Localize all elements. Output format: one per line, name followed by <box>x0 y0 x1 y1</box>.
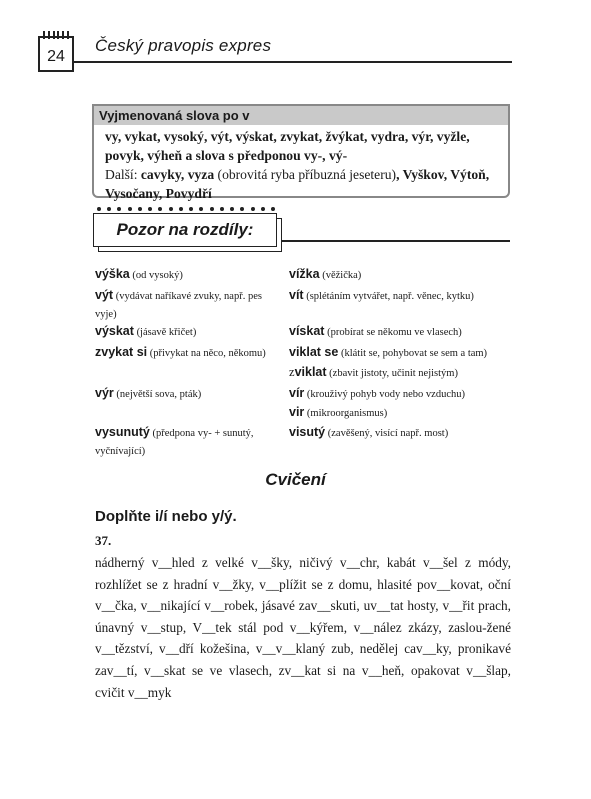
dalsi-label: Další: <box>105 167 141 182</box>
pair-word: viklat <box>294 365 327 379</box>
pair-right-7 <box>289 404 511 422</box>
pozor-banner <box>93 213 277 247</box>
pair-word: výška <box>95 267 130 281</box>
pair-desc: (od vysoký) <box>129 270 183 281</box>
pair-right-2 <box>289 287 511 305</box>
exercise-text: nádherný v__hled z velké v__šky, ničivý v__chr, kabát v__šel z módy, rozhlížet se z hradní v__žky, v__plížit se z domu, hlasité pov__kovat, oční v__čka, v__nikající v__robek, jásavé zav__skuti, uv__tat hosty, v__řit prach, únavný v__stup, V__tek stál pod v__kýřem, v__nález zkázy, zaslou-žené v__tězství, v__dří kožešina, v__v__klaný zub, nedělej cav__ky, pronikavé zav__tí, v__skat se ve vlasech, zv__kat si na v__heň, opakovat v__šlap, cvičit v__myk <box>95 555 511 700</box>
pair-word: výr <box>95 386 114 400</box>
section-title: Cvičení <box>265 470 326 489</box>
pair-right-5 <box>289 364 511 382</box>
pair-desc: (probírat se někomu ve vlasech) <box>324 327 462 338</box>
pair-desc: (přivykat na něco, někomu) <box>147 348 266 359</box>
pair-word: visutý <box>289 425 326 439</box>
pair-desc: (krouživý pohyb vody nebo vzduchu) <box>304 389 465 400</box>
spiral-rings-icon <box>43 31 69 39</box>
pair-word: výskat <box>95 324 134 338</box>
dalsi-words-2: , Vyškov, Výtoň, Vysočany, Povydří <box>105 167 490 201</box>
pair-word: vít <box>289 288 304 302</box>
pair-right-6 <box>289 385 511 403</box>
pair-desc: (největší sova, pták) <box>113 389 202 400</box>
pair-word: zvykat si <box>95 345 148 359</box>
pair-right-4 <box>289 344 511 362</box>
task-title: Doplňte i/í nebo y/ý. <box>95 508 237 525</box>
pair-word: vížka <box>289 267 320 281</box>
notepad-holes-icon <box>97 207 275 215</box>
pair-desc: (předpona vy- + sunutý, vyčnívající) <box>95 428 254 457</box>
pair-desc: (vydávat naříkavé zvuky, např. pes vyje) <box>95 291 262 320</box>
pair-right-1 <box>289 266 511 284</box>
pozor-title: Pozor na rozdíly: <box>116 220 254 239</box>
dalsi-words-1: cavyky, vyza <box>140 167 215 182</box>
vyjmenovana-words: vy, vykat, vysoký, výt, výskat, zvykat, žvýkat, vydra, výr, vyžle, povyk, výheň a slova s předponou vy-, vý- <box>105 129 470 163</box>
pair-right-3 <box>289 323 511 341</box>
pair-word: vir <box>289 405 305 419</box>
pair-desc: (klátit se, pohybovat se sem a tam) <box>338 348 488 359</box>
pair-word: viklat se <box>289 345 339 359</box>
vyjmenovana-body <box>94 125 508 203</box>
dalsi-note: (obrovitá ryba příbuzná jeseteru) <box>214 167 397 182</box>
pair-right-8 <box>289 424 511 442</box>
pair-word: výt <box>95 288 114 302</box>
pair-left-5 <box>95 385 275 403</box>
pair-desc: (zbavit jistoty, učinit nejistým) <box>326 368 458 379</box>
pair-left-6 <box>95 424 275 460</box>
pair-left-3 <box>95 323 275 341</box>
pair-desc: (zavěšený, visící např. most) <box>325 428 449 439</box>
pair-desc: (splétáním vytvářet, např. věnec, kytku) <box>303 291 474 302</box>
pair-desc: (mikroorganismus) <box>304 408 388 419</box>
pair-left-2 <box>95 287 275 323</box>
pair-word: vískat <box>289 324 325 338</box>
page-number-box <box>38 36 74 72</box>
page-number: 24 <box>47 48 65 65</box>
exercise-number: 37. <box>95 533 112 548</box>
pair-desc: (jásavě křičet) <box>133 327 197 338</box>
pair-desc: (věžička) <box>319 270 362 281</box>
running-header-title: Český pravopis expres <box>95 36 272 55</box>
header-rule <box>74 61 512 63</box>
pozor-rule <box>282 240 510 242</box>
pair-left-4 <box>95 344 280 362</box>
pair-left-1 <box>95 266 275 284</box>
vyjmenovana-heading: Vyjmenovaná slova po v <box>94 106 508 125</box>
vyjmenovana-slova-box <box>92 104 510 201</box>
pair-word: vysunutý <box>95 425 150 439</box>
pair-word: vír <box>289 386 305 400</box>
pair-word-prefix: z <box>289 365 295 379</box>
